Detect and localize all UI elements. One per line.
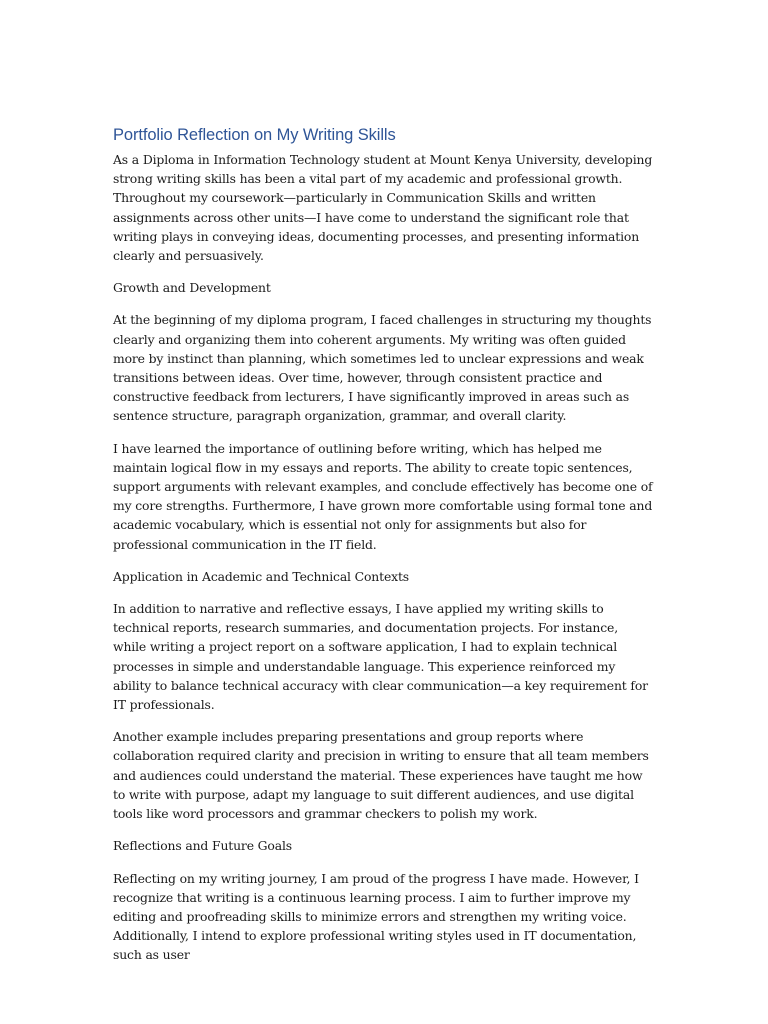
growth-paragraph-2: I have learned the importance of outlining before writing, which has helped me maintain logical flow in my essays and reports. The ability to create topic sentences, support arguments with relevant examples, and conclude effectively has become one of my core strengths. Furthermore, I have grown more comfortable using formal tone and academic vocabulary, which is essential not only for assignments but also for professional communication in the IT field. <box>113 440 653 552</box>
application-paragraph-1: In addition to narrative and reflective essays, I have applied my writing skills to technical reports, research summaries, and documentation projects. For instance, while writing a project report on a software application, I had to explain technical processes in simple and understandable language. This experience reinforced my ability to balance technical accuracy with clear communication—a key requirement for IT professionals. <box>113 601 648 713</box>
intro-paragraph: As a Diploma in Information Technology student at Mount Kenya University, developing strong writing skills has been a vital part of my academic and professional growth. Throughout my coursework—particularly in Communication Skills and written assignments across other units—I have come to understand the significant role that writing plays in conveying ideas, documenting processes, and presenting information clearly and persuasively. <box>113 152 653 264</box>
document-body <box>113 124 653 978</box>
section-heading-growth: Growth and Development <box>113 280 271 296</box>
section-heading-application: Application in Academic and Technical Contexts <box>113 568 410 584</box>
section-heading-reflections: Reflections and Future Goals <box>113 838 292 854</box>
document-title: Portfolio Reflection on My Writing Skills <box>113 126 396 144</box>
application-paragraph-2: Another example includes preparing presentations and group reports where collaboration required clarity and precision in writing to ensure that all team members and audiences could understand the material. These experiences have taught me how to write with purpose, adapt my language to suit different audiences, and use digital tools like word processors and grammar checkers to polish my work. <box>113 729 649 822</box>
growth-paragraph-1: At the beginning of my diploma program, I faced challenges in structuring my thoughts clearly and organizing them into coherent arguments. My writing was often guided more by instinct than planning, which sometimes led to unclear expressions and weak transitions between ideas. Over time, however, through consistent practice and constructive feedback from lecturers, I have significantly improved in areas such as sentence structure, paragraph organization, grammar, and overall clarity. <box>113 312 652 424</box>
reflections-paragraph: Reflecting on my writing journey, I am proud of the progress I have made. However, I recognize that writing is a continuous learning process. I aim to further improve my editing and proofreading skills to minimize errors and strengthen my writing voice. Additionally, I intend to explore professional writing styles used in IT documentation, such as user <box>113 870 639 963</box>
